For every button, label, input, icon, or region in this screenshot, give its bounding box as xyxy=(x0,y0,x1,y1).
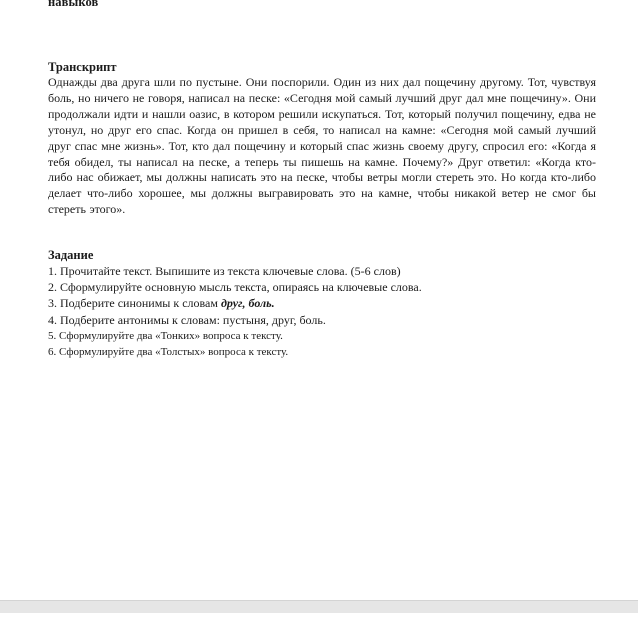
task-heading: Задание xyxy=(48,248,94,262)
task-item-3-emphasis: друг, боль. xyxy=(220,296,275,311)
task-item-6: 6. Сформулируйте два «Толстых» вопроса к тексту. xyxy=(48,346,289,359)
task-item-4: 4. Подберите антонимы к словам: пустыня, друг, боль. xyxy=(48,312,326,327)
task-item-3 xyxy=(48,295,596,311)
next-page-edge xyxy=(0,613,638,640)
task-item-3-text: 3. Подберите синонимы к словам xyxy=(48,296,221,311)
task-item-2: 2. Сформулируйте основную мысль текста, опираясь на ключевые слова. xyxy=(48,280,422,295)
task-list xyxy=(48,263,596,360)
page-gap-bar xyxy=(0,600,638,613)
transcript-text: Однажды два друга шли по пустыне. Они поспорили. Один из них дал пощечину другому. Тот, чувствуя боль, но ничего не говоря, написал на песке: «Сегодня мой самый лучший друг дал мне пощечину». Они продолжали идти и нашли оазис, в котором решили искупаться. Тот, который получил пощечину, едва не утонул, но друг его спас. Когда он пришел в себя, то написал на камне: «Сегодня мой самый лучший друг спас мне жизнь». Тот, кто дал пощечину и который спас жизнь своему другу, спросил его: «Когда я тебя обидел, ты написал на песке, а теперь ты пишешь на камне. Почему?» Друг ответил: «Когда кто-либо нас обижает, мы должны написать это на песке, чтобы ветры могли стереть это. Но когда кто-либо делает что-либо хорошее, мы должны выгравировать это на камне, чтобы никакой ветер не смог бы стереть этого». xyxy=(48,75,596,217)
transcript-heading: Транскрипт xyxy=(48,60,117,74)
task-item-5: 5. Сформулируйте два «Тонких» вопроса к тексту. xyxy=(48,329,283,342)
cut-off-heading: навыков xyxy=(48,0,99,9)
task-item-1: 1. Прочитайте текст. Выпишите из текста ключевые слова. (5-6 слов) xyxy=(48,264,401,278)
